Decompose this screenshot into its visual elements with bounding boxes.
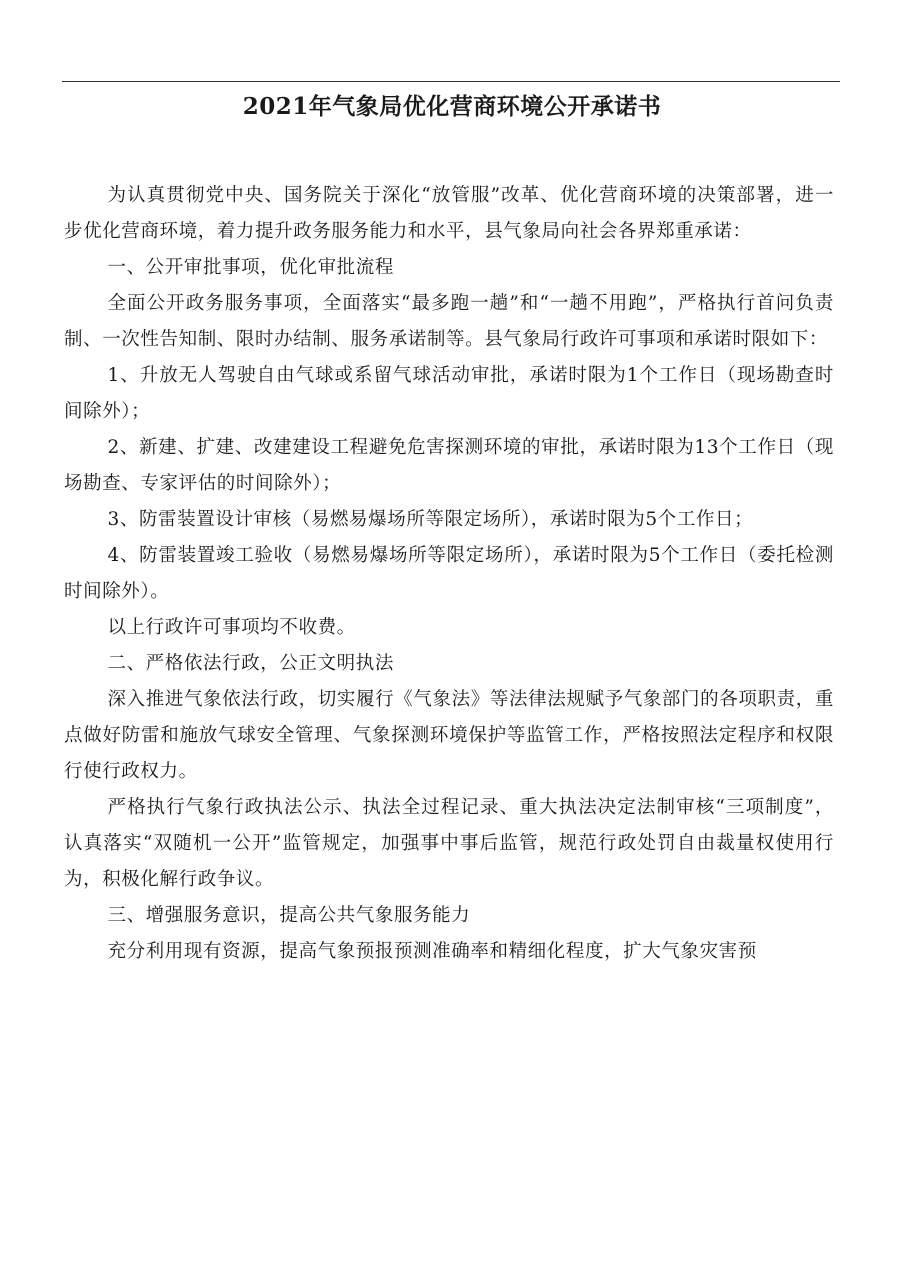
section-heading-3: 三、增强服务意识，提高公共气象服务能力 [107,905,471,926]
list-item-2: 2、新建、扩建、改建建设工程避免危害探测环境的审批，承诺时限为13个工作日（现场勘查、专家评估的时间除外）； [64,437,834,494]
section-heading-2: 二、严格依法行政，公正文明执法 [107,653,394,674]
paragraph: 深入推进气象依法行政，切实履行《气象法》等法律法规赋予气象部门的各项职责，重点做好防雷和施放气球安全管理、气象探测环境保护等监管工作，严格按照法定程序和权限行使行政权力。 [64,689,834,782]
header-rule [62,81,840,82]
list-item-1: 1、升放无人驾驶自由气球或系留气球活动审批，承诺时限为1个工作日（现场勘查时间除外）； [64,365,834,422]
paragraph: 充分利用现有资源，提高气象预报预测准确率和精细化程度，扩大气象灾害预 [107,941,757,962]
paragraph: 严格执行气象行政执法公示、执法全过程记录、重大执法决定法制审核“三项制度”，认真落实“双随机一公开”监管规定，加强事中事后监管，规范行政处罚自由裁量权使用行为，积极化解行政争议。 [64,797,834,890]
document-body [64,178,834,970]
list-item-3: 3、防雷装置设计审核（易燃易爆场所等限定场所），承诺时限为5个工作日； [107,509,754,530]
document-title: 2021年气象局优化营商环境公开承诺书 [242,93,662,120]
paragraph-intro: 为认真贯彻党中央、国务院关于深化“放管服”改革、优化营商环境的决策部署，进一步优化营商环境，着力提升政务服务能力和水平，县气象局向社会各界郑重承诺： [64,185,834,242]
section-heading-1: 一、公开审批事项，优化审批流程 [107,257,394,278]
paragraph: 以上行政许可事项均不收费。 [107,617,356,638]
list-item-4: 4、防雷装置竣工验收（易燃易爆场所等限定场所），承诺时限为5个工作日（委托检测时间除外）。 [64,545,834,602]
paragraph: 全面公开政务服务事项，全面落实“最多跑一趟”和“一趟不用跑”，严格执行首问负责制、一次性告知制、限时办结制、服务承诺制等。县气象局行政许可事项和承诺时限如下： [64,293,834,350]
